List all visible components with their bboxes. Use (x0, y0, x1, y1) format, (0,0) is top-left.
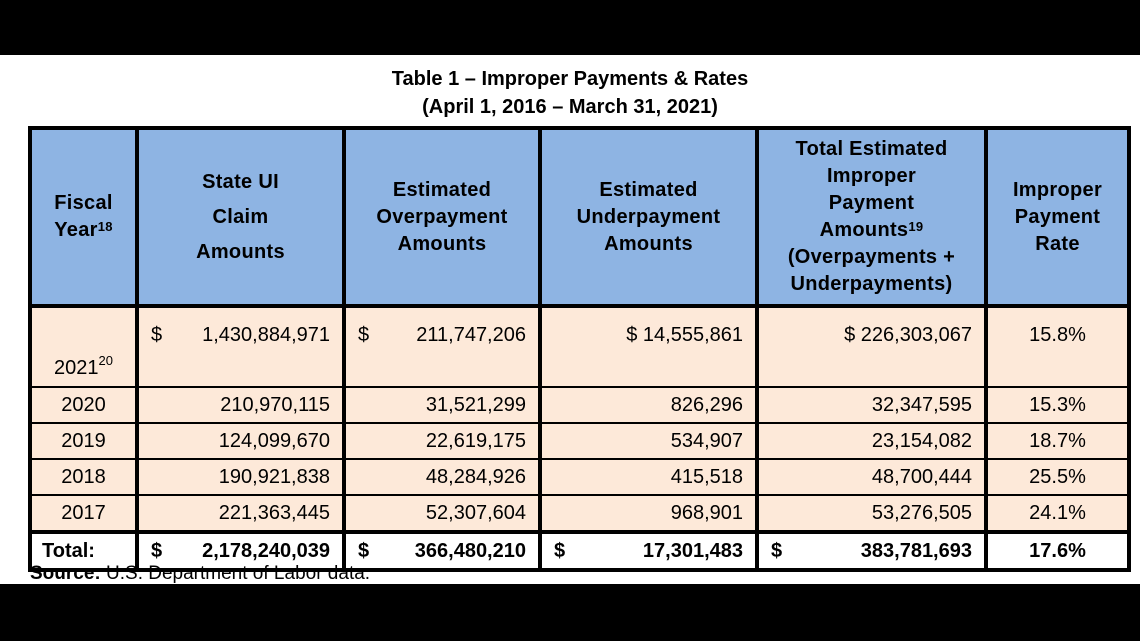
footnote-18: 18 (97, 219, 113, 234)
cell-overpayment: 22,619,175 (344, 423, 540, 459)
document-page (0, 55, 1140, 584)
total-improper: $ 383,781,693 (757, 532, 986, 570)
header-total-line3: Payment (828, 192, 915, 214)
total-overpayment: $ 366,480,210 (344, 532, 540, 570)
header-claims-line3: Amounts (196, 240, 285, 263)
cell-underpayment: 826,296 (540, 387, 757, 423)
header-fiscal-year-line2: Year (54, 219, 98, 241)
cell-year: 2017 (30, 495, 137, 532)
header-total-line5: (Overpayments + (787, 246, 956, 268)
cell-claims: 221,363,445 (137, 495, 344, 532)
source-label: Source: (30, 563, 101, 584)
source-text: U.S. Department of Labor data. (100, 563, 371, 584)
cell-year: 2018 (30, 459, 137, 495)
table-title-line1: Table 1 – Improper Payments & Rates (391, 68, 749, 90)
header-total-line2: Improper (826, 165, 917, 187)
year-value: 2021 (54, 357, 99, 379)
header-fiscal-year (30, 128, 137, 306)
footnote-19: 19 (908, 219, 924, 234)
header-total-improper (757, 128, 986, 306)
cell-underpayment: $ 14,555,861 (540, 306, 757, 387)
cell-claims: 190,921,838 (137, 459, 344, 495)
header-overpayment (344, 128, 540, 306)
header-underpayment (540, 128, 757, 306)
table-row (30, 495, 1129, 532)
header-total-line6: Underpayments) (790, 273, 953, 295)
header-rate-line1: Improper (1012, 178, 1103, 201)
cell-rate: 24.1% (986, 495, 1129, 532)
cell-total: 32,347,595 (757, 387, 986, 423)
table-row (30, 306, 1129, 387)
cell-rate: 15.8% (986, 306, 1129, 387)
cell-overpayment: $ 211,747,206 (344, 306, 540, 387)
total-label: Total: (30, 532, 137, 570)
table-row (30, 387, 1129, 423)
header-claims-line1: State UI (202, 170, 279, 193)
cell-underpayment: 968,901 (540, 495, 757, 532)
cell-year (30, 306, 137, 387)
total-underpayment: $ 17,301,483 (540, 532, 757, 570)
cell-total: 53,276,505 (757, 495, 986, 532)
bottom-letterbox-bar (0, 584, 1140, 641)
header-claims-line2: Claim (212, 205, 269, 228)
header-total-line1: Total Estimated (795, 138, 948, 160)
table-title-line2: (April 1, 2016 – March 31, 2021) (422, 96, 718, 118)
cell-rate: 15.3% (986, 387, 1129, 423)
header-over-line2: Overpayment (376, 205, 508, 228)
improper-payments-table (28, 126, 1131, 572)
cell-overpayment: 48,284,926 (344, 459, 540, 495)
header-under-line2: Underpayment (576, 205, 721, 228)
cell-rate: 18.7% (986, 423, 1129, 459)
header-payment-rate (986, 128, 1129, 306)
cell-total: 48,700,444 (757, 459, 986, 495)
cell-overpayment: 31,521,299 (344, 387, 540, 423)
cell-underpayment: 415,518 (540, 459, 757, 495)
footnote-20: 20 (98, 353, 113, 368)
header-claim-amounts (137, 128, 344, 306)
source-note (30, 563, 370, 585)
cell-claims: 210,970,115 (137, 387, 344, 423)
header-over-line3: Amounts (397, 232, 487, 255)
top-letterbox-bar (0, 0, 1140, 55)
cell-year: 2019 (30, 423, 137, 459)
header-under-line1: Estimated (599, 178, 698, 201)
header-fiscal-year-line1: Fiscal (54, 192, 113, 214)
header-rate-line2: Payment (1014, 205, 1101, 228)
header-under-line3: Amounts (604, 232, 693, 255)
header-rate-line3: Rate (1035, 232, 1080, 255)
table-header-row (30, 128, 1129, 306)
cell-total: 23,154,082 (757, 423, 986, 459)
table-row (30, 423, 1129, 459)
cell-underpayment: 534,907 (540, 423, 757, 459)
cell-year: 2020 (30, 387, 137, 423)
header-total-line4: Amounts (819, 219, 909, 241)
table-row (30, 459, 1129, 495)
cell-rate: 25.5% (986, 459, 1129, 495)
table-title (0, 65, 1140, 121)
cell-claims: $ 1,430,884,971 (137, 306, 344, 387)
header-over-line1: Estimated (392, 178, 492, 201)
total-rate: 17.6% (986, 532, 1129, 570)
total-claims: $ 2,178,240,039 (137, 532, 344, 570)
cell-overpayment: 52,307,604 (344, 495, 540, 532)
cell-claims: 124,099,670 (137, 423, 344, 459)
cell-total: $ 226,303,067 (757, 306, 986, 387)
